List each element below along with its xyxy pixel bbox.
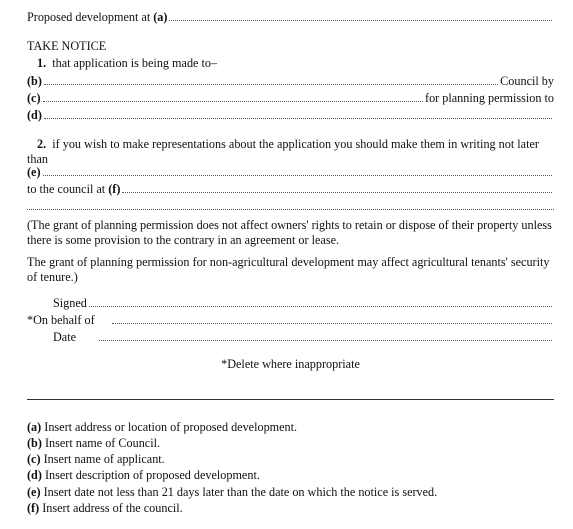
item-2 xyxy=(27,137,554,167)
signed-line xyxy=(53,295,554,311)
proposed-development-line xyxy=(27,9,554,25)
on-behalf-label: *On behalf of xyxy=(27,313,95,327)
fill-in-dots[interactable] xyxy=(112,322,552,324)
proposed-label: Proposed development at xyxy=(27,10,151,24)
note-d xyxy=(27,467,260,483)
marker-c: (c) xyxy=(27,91,41,105)
fill-in-dots[interactable] xyxy=(44,83,498,85)
date-label: Date xyxy=(53,330,77,344)
paragraph-agricultural-tenants: The grant of planning permission for non-agricultural development may affect agricultural tenants' security of tenure.) xyxy=(27,255,550,284)
line-b xyxy=(27,73,554,89)
dotted-line[interactable] xyxy=(27,209,554,210)
note-b xyxy=(27,435,160,451)
item-1-text: that application is being made to– xyxy=(52,56,218,70)
line-b-suffix: Council by xyxy=(500,74,554,88)
note-text: Insert name of applicant. xyxy=(43,452,165,466)
item-1 xyxy=(37,56,554,71)
line-c xyxy=(27,90,554,106)
fill-in-dots[interactable] xyxy=(169,19,552,21)
note-marker: (d) xyxy=(27,468,42,482)
note-text: Insert address of the council. xyxy=(42,501,183,515)
marker-a: (a) xyxy=(153,10,168,24)
divider xyxy=(27,399,554,400)
item-1-number: 1. xyxy=(37,56,47,70)
note-e xyxy=(27,484,437,500)
item-2-number: 2. xyxy=(37,137,47,151)
fill-in-dots[interactable] xyxy=(89,305,552,307)
take-notice-heading: TAKE NOTICE xyxy=(27,39,107,53)
fill-in-dots[interactable] xyxy=(122,191,552,193)
note-marker: (c) xyxy=(27,452,41,466)
marker-d: (d) xyxy=(27,108,42,122)
note-text: Insert address or location of proposed development. xyxy=(44,420,298,434)
marker-f: (f) xyxy=(108,182,121,196)
fill-in-dots[interactable] xyxy=(44,117,552,119)
date-line xyxy=(53,329,554,345)
note-text: Insert date not less than 21 days later than the date on which the notice is served. xyxy=(43,485,438,499)
fill-in-dots[interactable] xyxy=(43,100,424,102)
on-behalf-line xyxy=(27,312,554,328)
line-d xyxy=(27,107,554,123)
fill-in-dots[interactable] xyxy=(43,174,552,176)
line-e xyxy=(27,164,554,180)
note-a xyxy=(27,419,297,435)
paragraph-owners-rights: (The grant of planning permission does not affect owners' rights to retain or dispose of their property unless there is some provision to the contrary in an agreement or lease. xyxy=(27,218,552,247)
note-marker: (b) xyxy=(27,436,42,450)
note-text: Insert name of Council. xyxy=(44,436,161,450)
note-text: Insert description of proposed development. xyxy=(44,468,260,482)
line-f xyxy=(27,181,554,197)
line-c-suffix: for planning permission to xyxy=(425,91,554,105)
signed-label: Signed xyxy=(53,296,87,310)
marker-e: (e) xyxy=(27,165,41,179)
fill-in-dots[interactable] xyxy=(99,339,552,341)
marker-b: (b) xyxy=(27,74,42,88)
note-marker: (e) xyxy=(27,485,41,499)
note-marker: (a) xyxy=(27,420,42,434)
item-2-text: if you wish to make representations about the application you should make them in writing not later than xyxy=(27,137,539,166)
line-f-label: to the council at xyxy=(27,182,106,196)
note-f xyxy=(27,500,183,516)
delete-note: *Delete where inappropriate xyxy=(221,357,360,371)
note-c xyxy=(27,451,165,467)
note-marker: (f) xyxy=(27,501,40,515)
